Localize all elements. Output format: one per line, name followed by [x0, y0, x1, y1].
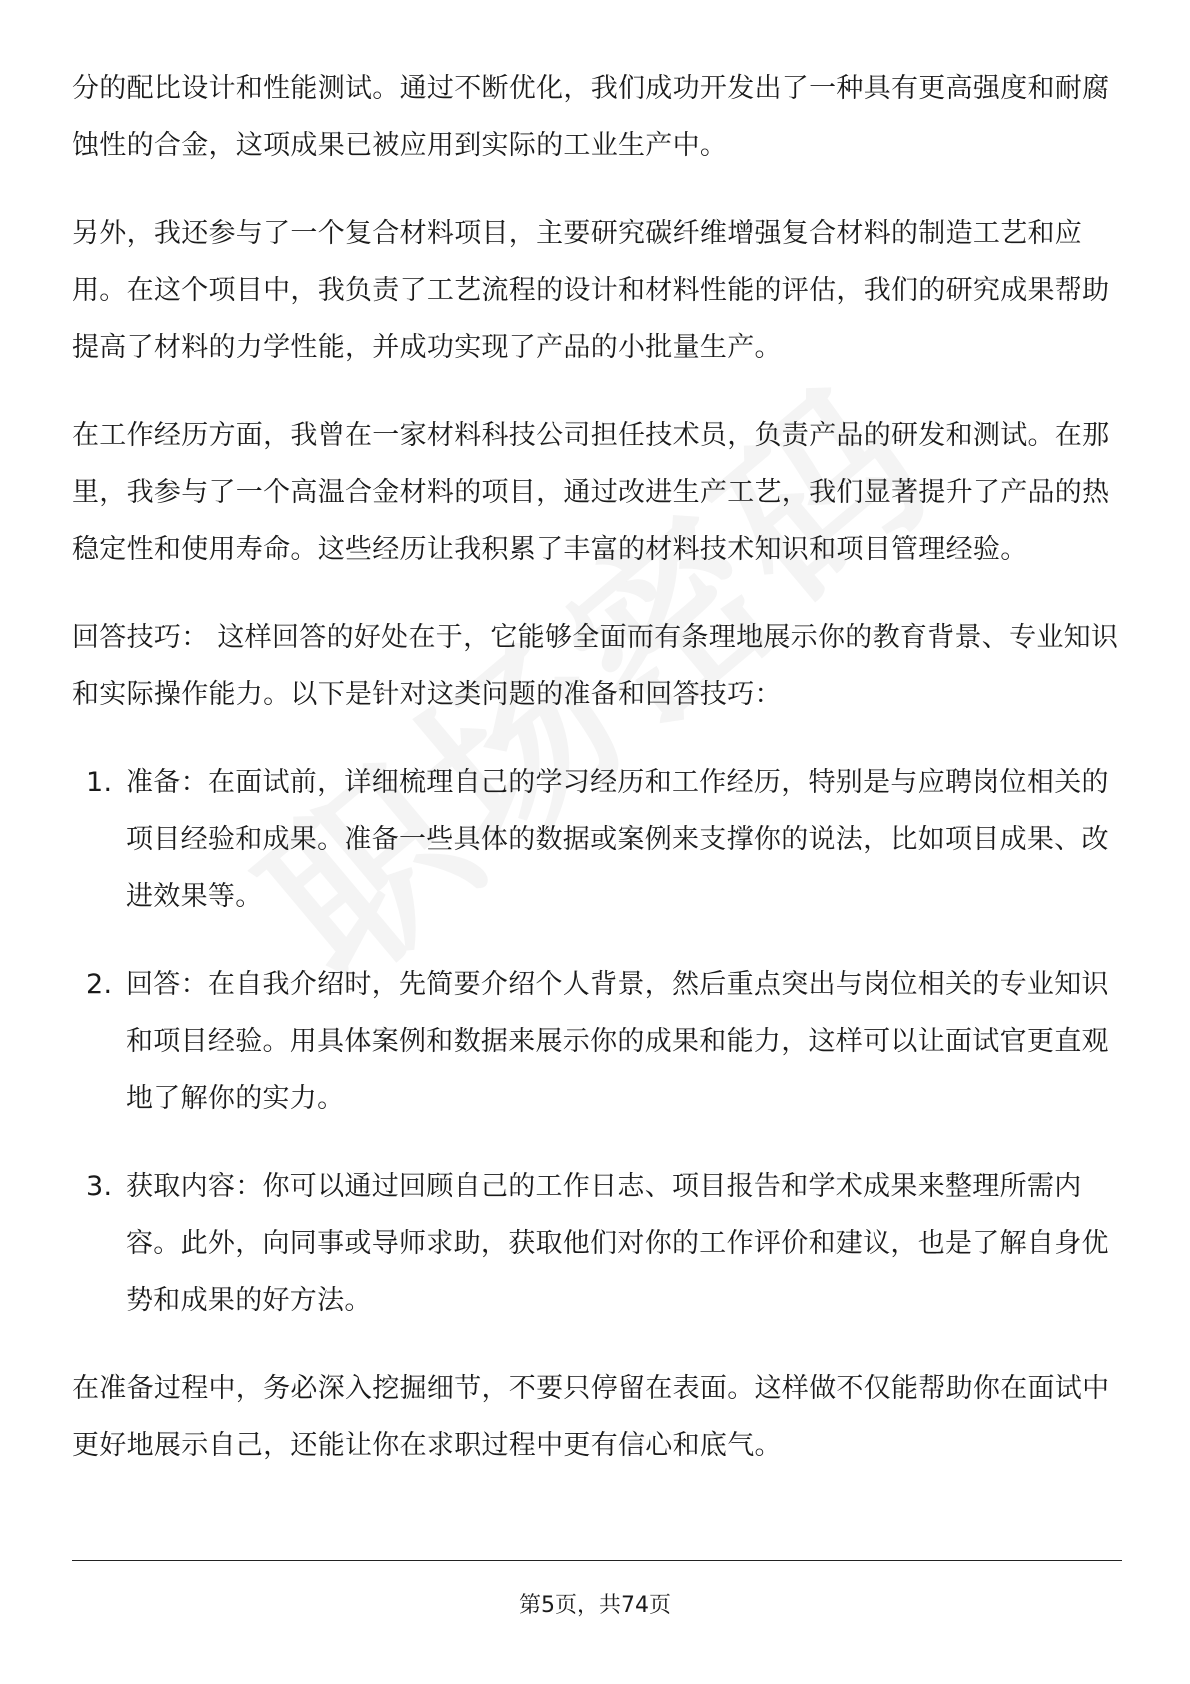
page-number: 第5页，共74页: [519, 1593, 671, 1618]
list-item-number: 2.: [86, 969, 113, 1000]
list-item: [72, 754, 1122, 925]
list-item-text: 回答：在自我介绍时，先简要介绍个人背景，然后重点突出与岗位相关的专业知识和项目经验。用具体案例和数据来展示你的成果和能力，这样可以让面试官更直观地了解你的实力。: [126, 969, 1109, 1114]
paragraph-alloy-result: 分的配比设计和性能测试。通过不断优化，我们成功开发出了一种具有更高强度和耐腐蚀性的合金，这项成果已被应用到实际的工业生产中。: [72, 73, 1110, 161]
paragraph-closing: 在准备过程中，务必深入挖掘细节，不要只停留在表面。这样做不仅能帮助你在面试中更好地展示自己，还能让你在求职过程中更有信心和底气。: [72, 1373, 1110, 1461]
document-body: [72, 60, 1122, 1505]
list-item-number: 1.: [86, 767, 113, 798]
paragraph-composite-project: 另外，我还参与了一个复合材料项目，主要研究碳纤维增强复合材料的制造工艺和应用。在这个项目中，我负责了工艺流程的设计和材料性能的评估，我们的研究成果帮助提高了材料的力学性能，并成功实现了产品的小批量生产。: [72, 218, 1110, 363]
tips-list: [72, 754, 1122, 1329]
paragraph-answer-tips-intro: 回答技巧： 这样回答的好处在于，它能够全面而有条理地展示你的教育背景、专业知识和实际操作能力。以下是针对这类问题的准备和回答技巧：: [72, 622, 1119, 710]
paragraph-work-experience: 在工作经历方面，我曾在一家材料科技公司担任技术员，负责产品的研发和测试。在那里，我参与了一个高温合金材料的项目，通过改进生产工艺，我们显著提升了产品的热稳定性和使用寿命。这些经历让我积累了丰富的材料技术知识和项目管理经验。: [72, 420, 1110, 565]
list-item-number: 3.: [86, 1171, 113, 1202]
footer-divider: [72, 1560, 1122, 1561]
list-item-text: 获取内容：你可以通过回顾自己的工作日志、项目报告和学术成果来整理所需内容。此外，向同事或导师求助，获取他们对你的工作评价和建议，也是了解自身优势和成果的好方法。: [126, 1171, 1109, 1316]
list-item: [72, 956, 1122, 1127]
list-item-text: 准备：在面试前，详细梳理自己的学习经历和工作经历，特别是与应聘岗位相关的项目经验和成果。准备一些具体的数据或案例来支撑你的说法，比如项目成果、改进效果等。: [126, 767, 1109, 912]
list-item: [72, 1158, 1122, 1329]
